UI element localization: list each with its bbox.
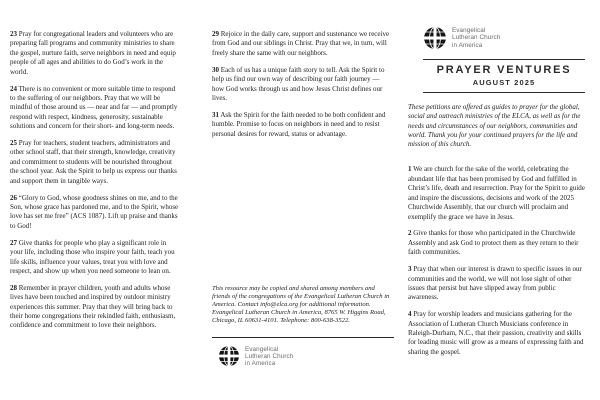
petition-24 xyxy=(10,85,180,132)
elca-logo-wordmark xyxy=(452,27,500,49)
petition-text: Pray for congregational leaders and volunteers who are preparing fall programs and community ministries to share the gospel, nurture faith, serve neighbors in need and equip people of all ages and abilities to do God’s work in the world. xyxy=(10,30,176,76)
petition-text: There is no convenient or more suitable time to respond to the suffering of our neighbors. Pray that we will be mindful of those around us — near and far — and promptly respond with respect, kindness, generosity, sustainable solutions and concern for their short- and long-term needs. xyxy=(10,84,178,131)
org-name-line: Lutheran Church xyxy=(452,34,501,42)
petition-number: 30 xyxy=(212,65,219,74)
petition-23 xyxy=(10,30,180,77)
petition-text: Remember in prayer children, youth and adults whose lives have been touched and inspired by outdoor ministry experiences this summer. Pray that they will bring back to their home congregations their rekindled faith, enthusiasm, confidence and commitment to love their neighbors. xyxy=(10,283,176,330)
petition-26 xyxy=(10,194,180,232)
petition-1 xyxy=(408,165,586,221)
elca-logo-wordmark xyxy=(245,346,293,368)
elca-emblem-icon xyxy=(423,26,447,50)
petition-text: Give thanks for those who participated in the Churchwide Assembly and ask God to protect them as they return to their faith communities. xyxy=(408,229,579,257)
petition-29 xyxy=(212,30,391,58)
copyright-notice: This resource may be copied and shared among members and friends of the congregations of the Evangelical Lutheran Church in America. Contact info@elca.org for additional information. Evangelical Lutheran Church in America, 8765 W. Higgins Road, Chicago, IL 60631-4101. Telephone: 800-638-3522. xyxy=(212,285,390,325)
petition-number: 31 xyxy=(212,110,219,119)
petition-number: 25 xyxy=(10,139,17,148)
petition-28 xyxy=(10,284,180,331)
petition-text: “Glory to God, whose goodness shines on me, and to the Son, whose grace has pardoned me, and to the Spirit, whose love has set me free” (ACS 1087). Lift up praise and thanks to God! xyxy=(10,193,179,230)
panel-middle-petitions xyxy=(212,30,391,147)
petition-text: We are church for the sake of the world, celebrating the abundant life that has been promised by God and fulfilled in Christ’s life, death and resurrection. Pray for the Spirit to guide and inspire the discussions, decisions and work of the 2025 Churchwide Assembly, that our church will proclaim and exemplify the grace we have in Jesus. xyxy=(408,165,585,221)
petition-number: 28 xyxy=(10,283,17,292)
petition-number: 29 xyxy=(212,30,219,38)
panel-left-petitions xyxy=(10,30,180,338)
petition-text: Pray for worship leaders and musicians gathering for the Association of Lutheran Church Musicians conference in Raleigh-Durham, N.C., that their passion, creativity and skills for leading music will grow as a means of expressing faith and sharing the gospel. xyxy=(408,310,584,356)
petition-number: 23 xyxy=(10,30,17,38)
divider-rule xyxy=(212,337,394,338)
petition-number: 2 xyxy=(408,229,412,238)
petition-number: 3 xyxy=(408,265,412,274)
petition-text: Ask the Spirit for the faith needed to be both confident and humble. Promise to focus on neighbors in need and to resist personal desires for reward, status or advantage. xyxy=(212,110,386,138)
page-subtitle: AUGUST 2025 xyxy=(472,78,536,87)
page-title: PRAYER VENTURES xyxy=(436,64,572,76)
petition-number: 27 xyxy=(10,238,17,247)
elca-emblem-icon xyxy=(218,345,240,367)
petition-30 xyxy=(212,66,391,104)
petition-number: 26 xyxy=(10,193,17,202)
cover-intro: These petitions are offered as guides to prayer for the global, social and outreach ministries of the ELCA, as well as for the needs and circumstances of our neighbors, communities and world. Thank you for your continued prayers for the life and mission of this church. xyxy=(408,103,581,149)
cover-title-block xyxy=(423,60,585,92)
petition-27 xyxy=(10,239,180,277)
panel-middle-footer xyxy=(212,285,394,367)
elca-logo xyxy=(423,26,585,50)
panel-cover xyxy=(408,26,586,365)
petition-text: Pray that when our interest is drawn to specific issues in our communities and the world, we will not lose sight of other issues that persist but have slipped away from public awareness. xyxy=(408,265,582,302)
org-name-line: in America xyxy=(245,360,276,368)
petition-text: Rejoice in the daily care, support and sustenance we receive from God and our siblings in Christ. Pray that we, in turn, will freely share the same with our neighbors. xyxy=(212,30,390,57)
elca-logo xyxy=(218,345,394,367)
petition-4 xyxy=(408,310,586,357)
petition-number: 24 xyxy=(10,84,17,93)
petition-2 xyxy=(408,229,586,257)
petition-number: 4 xyxy=(408,310,412,319)
org-name-line: in America xyxy=(452,41,483,49)
petition-3 xyxy=(408,265,586,303)
petition-text: Pray for teachers, student teachers, administrators and other school staff, that their strength, knowledge, creativity and commitment to students will be nourished throughout the school year. Ask the Spirit to help us express our thanks and support them in tangible ways. xyxy=(10,139,177,185)
petition-text: Each of us has a unique faith story to tell. Ask the Spirit to help us find our own way of describing our faith journey — how God works through us and how Jesus Christ defines our lives. xyxy=(212,65,385,102)
petition-number: 1 xyxy=(408,165,412,174)
org-name-line: Evangelical xyxy=(452,27,486,35)
petition-25 xyxy=(10,139,180,186)
petition-text: Give thanks for people who play a significant role in your life, including those who inspire your faith, teach you life skills, influence your values, treat you with love and respect, and show up when you need someone to lean on. xyxy=(10,238,175,275)
divider-rule xyxy=(423,92,585,93)
org-name-line: Lutheran Church xyxy=(245,352,294,360)
cover-masthead xyxy=(423,26,585,93)
org-name-line: Evangelical xyxy=(245,345,279,353)
petition-31 xyxy=(212,111,391,139)
